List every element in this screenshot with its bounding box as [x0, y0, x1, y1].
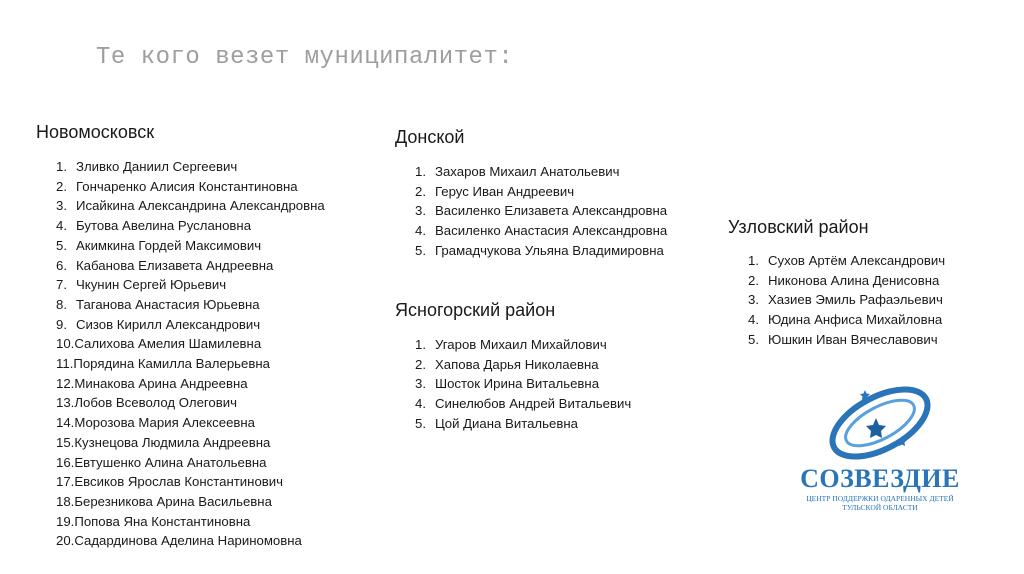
- item-name: Зливко Даниил Сергеевич: [76, 159, 238, 174]
- name-list: [415, 335, 631, 434]
- list-item: [56, 453, 325, 473]
- group-heading: Ясногорский район: [395, 300, 556, 320]
- logo-subtitle-line: ТУЛЬСКОЙ ОБЛАСТИ: [842, 503, 918, 512]
- group-novomoskovsk: [36, 122, 325, 551]
- list-item: [415, 201, 667, 221]
- item-number: 12.: [56, 375, 75, 391]
- list-item: [56, 512, 325, 532]
- item-number: 1.: [56, 159, 67, 174]
- item-name: Кузнецова Людмила Андреевна: [74, 434, 271, 450]
- item-name: Гончаренко Алисия Константиновна: [76, 178, 298, 194]
- item-name: Таганова Анастасия Юрьевна: [76, 296, 260, 312]
- item-number: 6.: [56, 257, 67, 273]
- item-name: Акимкина Гордей Максимович: [76, 237, 262, 253]
- item-number: 1.: [415, 337, 426, 352]
- item-number: 4.: [415, 223, 426, 239]
- item-number: 5.: [748, 331, 759, 347]
- item-number: 5.: [415, 242, 426, 258]
- item-number: 3.: [748, 292, 759, 308]
- list-item: [748, 330, 945, 350]
- list-item: [748, 251, 945, 271]
- item-name: Минакова Арина Андреевна: [74, 375, 248, 391]
- list-item: [56, 216, 325, 236]
- item-number: 5.: [56, 237, 67, 253]
- group-heading: Узловский район: [728, 217, 869, 237]
- list-item: [56, 295, 325, 315]
- group-heading: Донской: [395, 127, 465, 147]
- name-list: [748, 251, 945, 350]
- item-name: Юшкин Иван Вячеславович: [768, 331, 938, 347]
- item-name: Шосток Ирина Витальевна: [435, 376, 600, 392]
- item-number: 2.: [748, 272, 759, 288]
- logo-wordmark: СОЗВЕЗДИЕ: [800, 464, 960, 493]
- item-number: 11.: [56, 356, 74, 372]
- item-number: 17.: [56, 474, 75, 490]
- list-item: [56, 531, 325, 551]
- group-uzlovsky: [728, 217, 945, 350]
- list-item: [748, 310, 945, 330]
- item-number: 1.: [748, 253, 759, 268]
- item-name: Попова Яна Константиновна: [74, 513, 251, 529]
- item-number: 20.: [56, 533, 75, 549]
- item-number: 8.: [56, 296, 67, 312]
- name-list: [415, 162, 667, 261]
- list-item: [56, 413, 325, 433]
- item-name: Сизов Кирилл Александрович: [76, 316, 261, 332]
- item-number: 14.: [56, 415, 75, 431]
- item-name: Кабанова Елизавета Андреевна: [76, 257, 274, 273]
- item-number: 18.: [56, 493, 75, 509]
- item-name: Хапова Дарья Николаевна: [435, 356, 599, 372]
- list-item: [56, 315, 325, 335]
- list-item: [415, 162, 667, 182]
- list-item: [56, 275, 325, 295]
- item-name: Чкунин Сергей Юрьевич: [76, 277, 227, 293]
- item-name: Салихова Амелия Шамилевна: [74, 336, 262, 352]
- name-list: [56, 157, 325, 551]
- list-item: [56, 374, 325, 394]
- item-number: 1.: [415, 164, 426, 179]
- list-item: [56, 492, 325, 512]
- item-name: Синелюбов Андрей Витальевич: [435, 396, 632, 412]
- list-item: [748, 271, 945, 291]
- item-name: Морозова Мария Алексеевна: [74, 415, 256, 431]
- slide-title: Те кого везет муниципалитет:: [96, 44, 514, 71]
- item-number: 4.: [748, 312, 759, 328]
- item-name: Грамадчукова Ульяна Владимировна: [435, 242, 664, 258]
- list-item: [56, 334, 325, 354]
- list-item: [56, 177, 325, 197]
- item-name: Бутова Авелина Руслановна: [76, 218, 252, 234]
- list-item: [415, 374, 631, 394]
- group-yasnogorsky: [395, 300, 631, 434]
- list-item: [56, 393, 325, 413]
- list-item: [415, 355, 631, 375]
- item-number: 10.: [56, 336, 75, 352]
- item-name: Угаров Михаил Михайлович: [435, 337, 607, 352]
- item-number: 16.: [56, 454, 75, 470]
- item-name: Хазиев Эмиль Рафаэльевич: [768, 292, 943, 308]
- item-name: Василенко Анастасия Александровна: [435, 223, 668, 239]
- item-number: 4.: [415, 396, 426, 412]
- list-item: [56, 472, 325, 492]
- item-name: Сухов Артём Александрович: [768, 253, 946, 268]
- item-number: 13.: [56, 395, 75, 411]
- constellation-logo-icon: [820, 378, 940, 468]
- item-number: 7.: [56, 277, 67, 293]
- item-name: Юдина Анфиса Михайловна: [768, 312, 943, 328]
- list-item: [415, 182, 667, 202]
- list-item: [56, 256, 325, 276]
- list-item: [415, 335, 631, 355]
- list-item: [415, 394, 631, 414]
- list-item: [56, 236, 325, 256]
- item-name: Березникова Арина Васильевна: [74, 493, 272, 509]
- item-name: Евсиков Ярослав Константинович: [74, 474, 284, 490]
- item-name: Лобов Всеволод Олегович: [74, 395, 237, 411]
- item-number: 2.: [415, 183, 426, 199]
- list-item: [56, 157, 325, 177]
- item-number: 19.: [56, 513, 75, 529]
- item-number: 3.: [415, 376, 426, 392]
- list-item: [415, 414, 631, 434]
- item-name: Садардинова Аделина Нариномовна: [74, 533, 302, 549]
- item-number: 3.: [415, 203, 426, 219]
- logo-subtitle: [790, 494, 970, 512]
- item-name: Захаров Михаил Анатольевич: [435, 164, 620, 179]
- list-item: [56, 354, 325, 374]
- group-donskoy: [395, 127, 667, 261]
- item-number: 9.: [56, 316, 67, 332]
- item-number: 3.: [56, 198, 67, 214]
- item-name: Евтушенко Алина Анатольевна: [74, 454, 267, 470]
- list-item: [415, 221, 667, 241]
- sozvezdie-logo: [790, 378, 970, 518]
- logo-subtitle-line: ЦЕНТР ПОДДЕРЖКИ ОДАРЕННЫХ ДЕТЕЙ: [806, 494, 954, 503]
- item-name: Исайкина Александрина Александровна: [76, 198, 325, 214]
- list-item: [748, 290, 945, 310]
- list-item: [56, 433, 325, 453]
- item-number: 2.: [415, 356, 426, 372]
- list-item: [415, 241, 667, 261]
- item-name: Василенко Елизавета Александровна: [435, 203, 668, 219]
- item-name: Никонова Алина Денисовна: [768, 272, 940, 288]
- item-number: 4.: [56, 218, 67, 234]
- item-name: Порядина Камилла Валерьевна: [73, 356, 270, 372]
- list-item: [56, 196, 325, 216]
- group-heading: Новомосковск: [36, 122, 155, 142]
- item-number: 2.: [56, 178, 67, 194]
- item-name: Цой Диана Витальевна: [435, 415, 578, 431]
- item-number: 15.: [56, 434, 75, 450]
- item-name: Герус Иван Андреевич: [435, 183, 575, 199]
- item-number: 5.: [415, 415, 426, 431]
